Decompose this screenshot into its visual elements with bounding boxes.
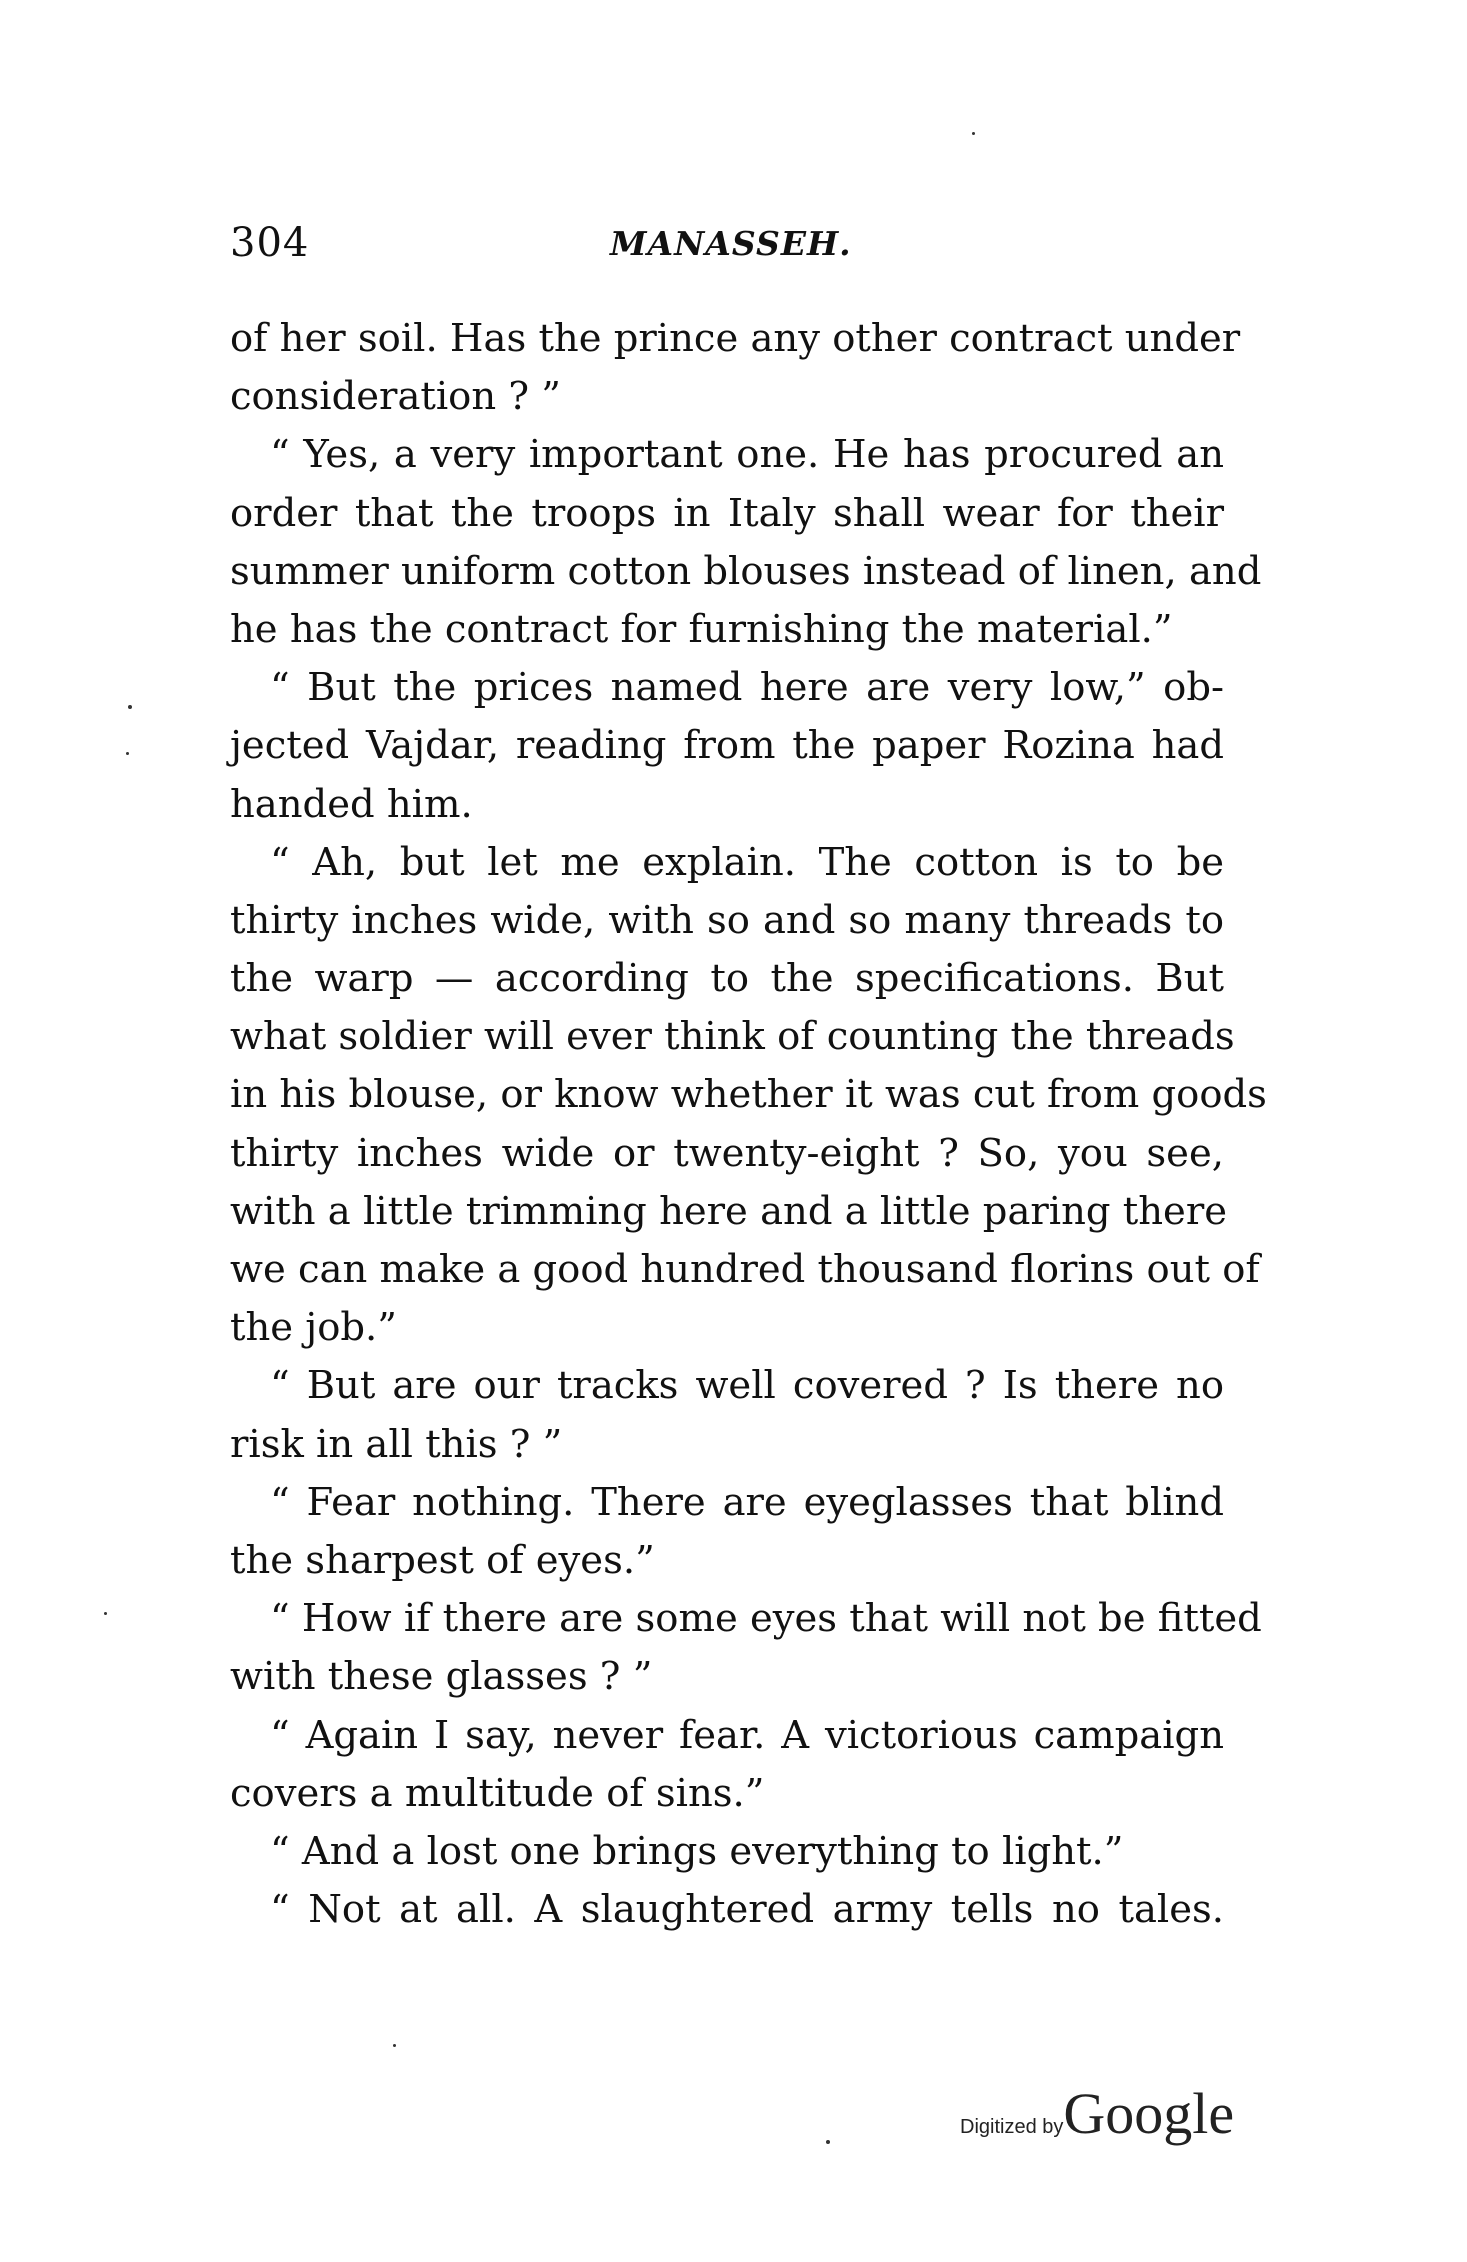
text-line: thirty inches wide, with so and so many threads to (230, 897, 1224, 943)
text-line: of her soil. Has the prince any other contract under (230, 316, 1241, 361)
text-line: jected Vajdar, reading from the paper Rozina had (230, 723, 1224, 769)
text-line: consideration ? ” (230, 374, 561, 420)
watermark-prefix: Digitized by (960, 2116, 1064, 2138)
text-line: “ And a lost one brings everything to light.” (270, 1828, 1124, 1874)
scan-speck (393, 2044, 396, 2047)
text-line: “ How if there are some eyes that will not be fitted (270, 1596, 1262, 1642)
watermark-brand: Google (1063, 2081, 1235, 2146)
page-number: 304 (230, 220, 310, 266)
scan-speck (126, 752, 129, 755)
text-line: with a little trimming here and a little paring there (230, 1188, 1228, 1234)
scan-speck (104, 1612, 107, 1615)
text-line: the job.” (230, 1305, 397, 1351)
text-line: we can make a good hundred thousand florins out of (230, 1247, 1260, 1292)
text-line: the warp — according to the specifications. But (230, 956, 1224, 1002)
body-text (230, 310, 1267, 1939)
page-header (230, 220, 1230, 280)
text-line: handed him. (230, 781, 473, 827)
text-line: “ Yes, a very important one. He has procured an (270, 432, 1224, 478)
scan-speck (128, 705, 132, 709)
text-line: “ Ah, but let me explain. The cotton is to be (270, 839, 1224, 885)
text-line: “ Not at all. A slaughtered army tells no tales. (270, 1887, 1224, 1933)
text-line: “ But the prices named here are very low,” ob- (270, 665, 1224, 711)
scan-speck (826, 2140, 830, 2144)
text-line: order that the troops in Italy shall wear for their (230, 490, 1224, 536)
digitized-watermark (960, 2080, 1234, 2147)
text-line: thirty inches wide or twenty-eight ? So, you see, (230, 1130, 1224, 1176)
text-line: risk in all this ? ” (230, 1421, 563, 1467)
text-line: “ But are our tracks well covered ? Is there no (270, 1363, 1224, 1409)
text-line: the sharpest of eyes.” (230, 1537, 655, 1583)
scan-speck (972, 132, 975, 135)
text-line: with these glasses ? ” (230, 1654, 653, 1700)
text-line: “ Fear nothing. There are eyeglasses that blind (270, 1479, 1224, 1525)
text-line: in his blouse, or know whether it was cut from goods (230, 1072, 1267, 1118)
running-title: MANASSEH. (610, 224, 852, 263)
text-line: what soldier will ever think of counting the threads (230, 1014, 1235, 1060)
text-line: he has the contract for furnishing the material.” (230, 606, 1173, 652)
text-line: covers a multitude of sins.” (230, 1770, 765, 1816)
text-line: summer uniform cotton blouses instead of linen, and (230, 548, 1262, 594)
text-line: “ Again I say, never fear. A victorious campaign (270, 1712, 1224, 1758)
